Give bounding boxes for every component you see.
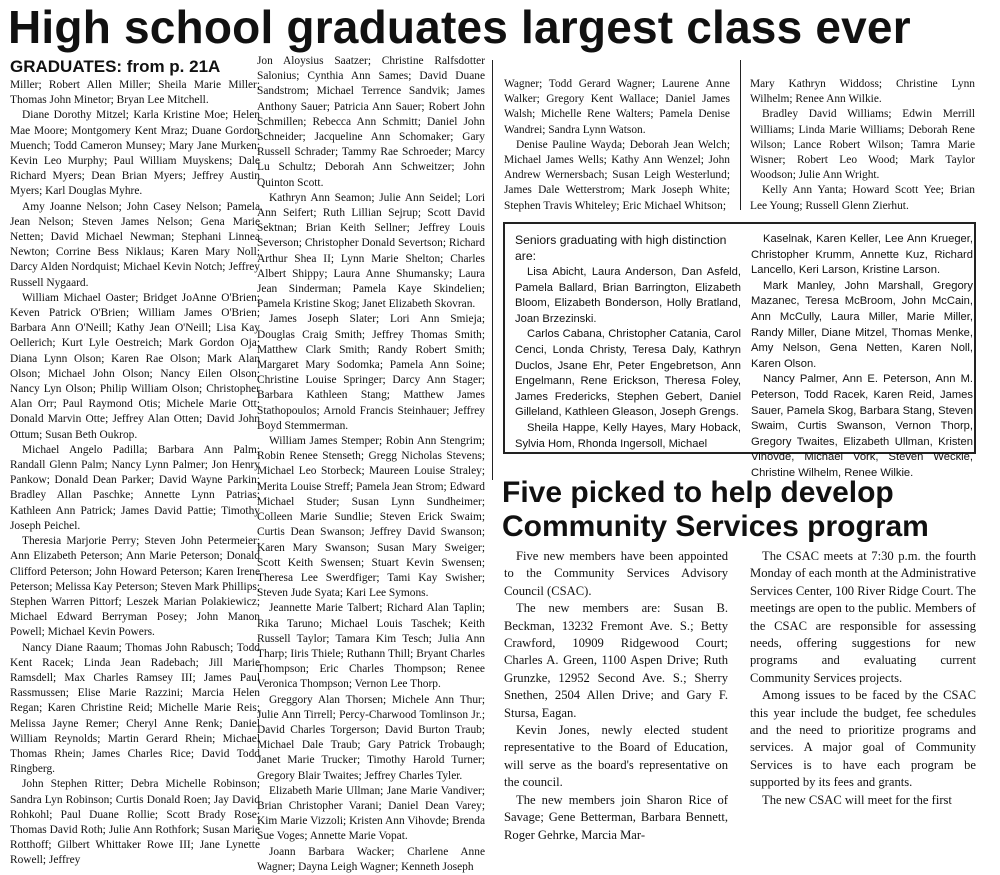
story2-headline-line1: Five picked to help develop [502,476,894,509]
story2-paragraph: Kevin Jones, newly elected student representative to the Board of Education, will serve as the board's representative on the council. [504,723,728,790]
honors-box [503,222,976,479]
story2-headline-line2: Community Services program [502,510,929,543]
honors-column-1 [515,232,741,450]
column-rule [740,60,741,210]
name-list-paragraph: Miller; Robert Allen Miller; Sheila Marie Miller; Thomas John Minetor; Bryan Lee Mitchell. [10,79,260,107]
graduates-column-1 [10,78,260,867]
name-list-paragraph: Kelly Ann Yanta; Howard Scott Yee; Brian Lee Young; Russell Glenn Zierhut. [750,184,975,212]
name-list-paragraph: Wagner; Todd Gerard Wagner; Laurene Anne Walker; Gregory Kent Wallace; Daniel James Walsh; Michelle Rene Walters; Pamela Denise Wandrei; Sandra Lynn Watson. [504,78,730,136]
name-list-paragraph: Elizabeth Marie Ullman; Jane Marie Vandiver; Brian Christopher Varani; Daniel Dean Varey; Kim Marie Vizzoli; Kristen Ann Vihovde; Brenda Sue Voges; Annette Marie Vopat. [257,784,485,843]
name-list-paragraph: William James Stemper; Robin Ann Stengrim; Robin Renee Stenseth; Gregg Nicholas Stevens; Michael Leo Storbeck; Maureen Louise Straley; Merita Louise Streff; Pamela Jean Strom; Edward Michael Studer; Susan Lynn Sundheimer; Colleen Marie Sundlie; Steven Erick Swaim; Curtis Dean Swanson; Jeffrey David Swanson; Karen Mary Swanson; Susan Mary Sweiger; Scott Keith Swensen; Stuart Kevin Swensen; Theresa Lee Swerdfiger; Tami Kay Swisher; Steven Jude Syata; Kari Lee Symons. [257,435,485,600]
story2-paragraph: Five new members have been appointed to the Community Services Advisory Council (CSAC). [504,549,728,598]
name-list-paragraph: Kaselnak, Karen Keller, Lee Ann Krueger, Christopher Krumm, Annette Kuz, Richard Lancello, Keri Larson, Kristine Larson. [751,233,973,277]
main-headline: High school graduates largest class ever [8,1,911,53]
name-list-paragraph: Jon Aloysius Saatzer; Christine Ralfsdotter Salonius; Cynthia Ann Sames; David Duane Sandstrom; Michael Terrence Sandvik; James Anthony Sauer; Patricia Ann Sauer; Robert John Schmillen; Rebecca Ann Schmitt; Daniel John Schneider; Jacqueline Ann Schomaker; Gary Russell Schrader; Tammy Rae Schroeder; Marcy Lu Schultz; Deborah Ann Schweitzer; John Quinton Scott. [257,55,485,189]
name-list-paragraph: Kathryn Ann Seamon; Julie Ann Seidel; Lori Ann Seifert; Ruth Lillian Sejrup; Scott David Sektnan; Brian Keith Sellner; Jeffrey Louis Severson; Christopher Donald Severtson; Richard Arthur Shea II; Lynn Marie Shelton; Charles Albert Shippy; Laura Anne Shumansky; Laura Jean Sinderman; Pamela Kaye Skindelien; Pamela Kristine Skog; Janet Elizabeth Skovran. [257,191,485,311]
name-list-paragraph: William Michael Oaster; Bridget JoAnne O'Brien; Keven Patrick O'Brien; William James O'Brien; Barbara Ann O'Neill; Kathy Jean O'Neill; Lisa Kay Oellerich; Kurt Lyle Oestreich; Mark Gordon Oja; Diana Lynn Olson; Karen Rae Olson; Mark Alan Olson; Michael John Olson; Nancy Eilen Olson; Nancy Lyn Olson; Philip William Olson; Christopher Alan Orr; Paul Raymond Otis; Michele Marie Ott; Donald Marvin Otte; Jeffrey Alan Otten; David John Ottum; Susan Beth Oukrop. [10,291,260,441]
name-list-paragraph: Michael Angelo Padilla; Barbara Ann Palm; Randall Glenn Palm; Nancy Lynn Palmer; Jon Henry Pankow; Donald Dean Parker; David Wayne Parkin; Bradley Allan Paschke; Annette Lynn Patrias; Kathleen Ann Patrick; James David Pattie; Timothy Joseph Peichel. [10,443,260,532]
story2-paragraph: Among issues to be faced by the CSAC this year include the budget, fee schedules and the need to prioritize programs and services. A major goal of Community Services is to have each program be supported by its fees and grants. [750,688,976,790]
name-list-paragraph: Mark Manley, John Marshall, Gregory Mazanec, Teresa McBroom, John McCain, Ann McCully, Laura Miller, Marie Miller, Randy Miller, Diane Mitzel, Thomas Menke, Amy Nelson, Gena Netten, Karen Noll, Karen Olson. [751,279,973,370]
honors-paragraph: Lisa Abicht, Laura Anderson, Dan Asfeld, Pamela Ballard, Brian Barrington, Elizabeth Bloom, Elizabeth Bonderson, Holly Bratland, Joan Brzezinski. [515,266,741,325]
name-list-paragraph: Greggory Alan Thorsen; Michele Ann Thur; Julie Ann Tirrell; Percy-Charwood Tomlinson Jr.; David Charles Torgerson; David Burton Traub; Michael Dale Traub; Gary Patrick Trobaugh; Janet Marie Trucker; Timothy Harold Turner; Gregory Blair Twaites; Jeffrey Charles Tyler. [257,693,485,782]
story2-paragraph: The new CSAC will meet for the first [762,792,952,807]
name-list-paragraph: Nancy Diane Raaum; Thomas John Rabusch; Todd Kent Racek; Linda Jean Radebach; Jill Marie Ramsdell; Max Charles Ramsey III; James Paul Rassmussen; Elise Marie Razzini; Marcia Helen Regan; Karen Christine Reid; Michelle Marie Reis; Melissa Jayne Remer; Cheryl Anne Renk; Daniel William Reynolds; Martin Gerard Rhein; Michael Thomas Rhein; James Charles Rice; David Todd Ringberg. [10,641,260,776]
name-list-paragraph: John Stephen Ritter; Debra Michelle Robinson; Sandra Lyn Robinson; Curtis Donald Roen; Jay David Rohkohl; Paul Duane Rollie; Scott Brady Rose; Thomas David Roth; Julie Ann Rothfork; Susan Marie Rotthoff; Gilbert Whittaker Rowe III; Jane Lynette Rowell; Jeffrey [10,778,260,867]
name-list-paragraph: Nancy Palmer, Ann E. Peterson, Ann M. Peterson, Todd Racek, Karen Reid, James Sauer, Pamela Skog, Barbara Stang, Steven Swaim, Curtis Swanson, Vernon Thorp, Gregory Twaites, Elizabeth Ullman, Kristen Vihovde, Michael Vork, Steven Weckle, Christine Wilhelm, Renee Wilkie. [751,373,973,479]
story2-paragraph: The new members are: Susan B. Beckman, 13232 Fremont Ave. S.; Betty Crawford, 10909 Ridgewood Court; Charles A. Green, 1100 Aspen Drive; Ruth Grunzke, 12952 Second Ave. S.; Sherry Snethen, 2504 Allen Drive; and Gary F. Stursa, Eagan. [504,601,728,720]
column-rule [492,60,493,480]
name-list-paragraph: Joann Barbara Wacker; Charlene Anne Wagner; Dayna Leigh Wagner; Kenneth Joseph [257,845,485,873]
story2-column-1 [504,548,728,842]
jump-line: GRADUATES: from p. 21A [10,57,221,76]
story2-headline [502,476,998,544]
name-list-paragraph: Mary Kathryn Widdoss; Christine Lynn Wilhelm; Renee Ann Wilkie. [750,78,975,106]
name-list-paragraph: Diane Dorothy Mitzel; Karla Kristine Moe; Helen Mae Moore; Montgomery Kent Mraz; Duane Gordon Muench; Todd Cameron Munsey; Mary Jane Murken; Kevin Leo Murphy; Paul William Muyskens; Dale Richard Myers; Dean Brian Myers; Jeffrey Austin Myers; Karl Douglas Myhre. [10,109,260,198]
name-list-paragraph: Theresia Marjorie Perry; Steven John Petermeier; Ann Elizabeth Peterson; Ann Marie Peterson; Donald Clifford Peterson; John Howard Peterson; Karen Irene Peterson; Melissa Kay Peterson; Steven Mark Phillips; Stephen Warren Pittorf; Leszek Marian Polakiewicz; Michael Edward Berryman Posey; John Manon Powell; Michael Kevin Powers. [10,535,260,639]
name-list-paragraph: Bradley David Williams; Edwin Merrill Williams; Linda Marie Williams; Deborah Rene Wilson; Lance Robert Wilson; Tamra Marie Wisner; Robert Leo Wood; Mark Taylor Woodson; Julie Ann Wright. [750,108,975,182]
graduates-column-2 [257,54,485,873]
honors-paragraph: Sheila Happe, Kelly Hayes, Mary Hoback, Sylvia Hom, Rhonda Ingersoll, Michael [515,421,741,450]
story2-column-2 [750,548,976,816]
graduates-column-4 [750,77,975,212]
name-list-paragraph: James Joseph Slater; Lori Ann Smieja; Douglas Craig Smith; Jeffrey Thomas Smith; Matthew Clark Smith; Randy Robert Smith; Margaret Mary Sodomka; Pamela Ann Soine; Christine Louise Springer; Darcy Ann Stager; Barbara Kathleen Stang; Matthew James Stathopoulos; Arnold Francis Steinhauer; Jeffrey Boyd Stemmerman. [257,313,485,432]
honors-intro: Seniors graduating with high distinction are: [515,233,727,263]
graduates-column-3 [504,77,730,212]
name-list-paragraph: Jeannette Marie Talbert; Richard Alan Taplin; Rika Taruno; Michael Louis Taschek; Keith Russell Taylor; Tamara Kim Tesch; Julia Ann Tharp; Iiris Thiele; Ruthann Thill; Bryant Charles Thompson; Eric Charles Thompson; Renee Veronica Thompson; Vernon Lee Thorp. [257,602,485,691]
name-list-paragraph: Amy Joanne Nelson; John Casey Nelson; Pamela Jean Nelson; Steven James Nelson; Gena Marie Netten; David Michael Newman; Stephani Linnea Newton; Corrine Bess Niklaus; Karen Mary Noll; Darcy Alden Nordquist; Michael Kevin Notch; Jeffrey Russell Nygaard. [10,200,260,289]
honors-column-2 [751,232,973,479]
story2-paragraph: The new members join Sharon Rice of Savage; Gene Betterman, Barbara Bennett, Roger Gehrke, Marcia Mar- [504,792,728,842]
story2-paragraph: The CSAC meets at 7:30 p.m. the fourth Monday of each month at the Administrative Services Center, 100 River Ridge Court. The meetings are open to the public. Members of the CSAC are responsible for assessing needs, offering suggestions for new programs and evaluating current Community Services projects. [750,549,976,685]
honors-paragraph: Carlos Cabana, Christopher Catania, Carol Cenci, Londa Christy, Teresa Daly, Kathryn Duclos, Jsane Ehr, Peter Engebretson, Ann Engelmann, Rene Erickson, Theresa Foley, James Fredericks, Stephen Gebert, Daniel Gilleland, Kathleen Gleason, Joseph Grengs. [515,328,741,419]
name-list-paragraph: Denise Pauline Wayda; Deborah Jean Welch; Michael James Wells; Kathy Ann Wenzel; John Andrew Wernersbach; Susan Leigh Westerlund; James Dale Wetterstrom; Mark Joseph White; Stephen Travis Whiteley; Eric Michael Whitson; [504,138,730,212]
